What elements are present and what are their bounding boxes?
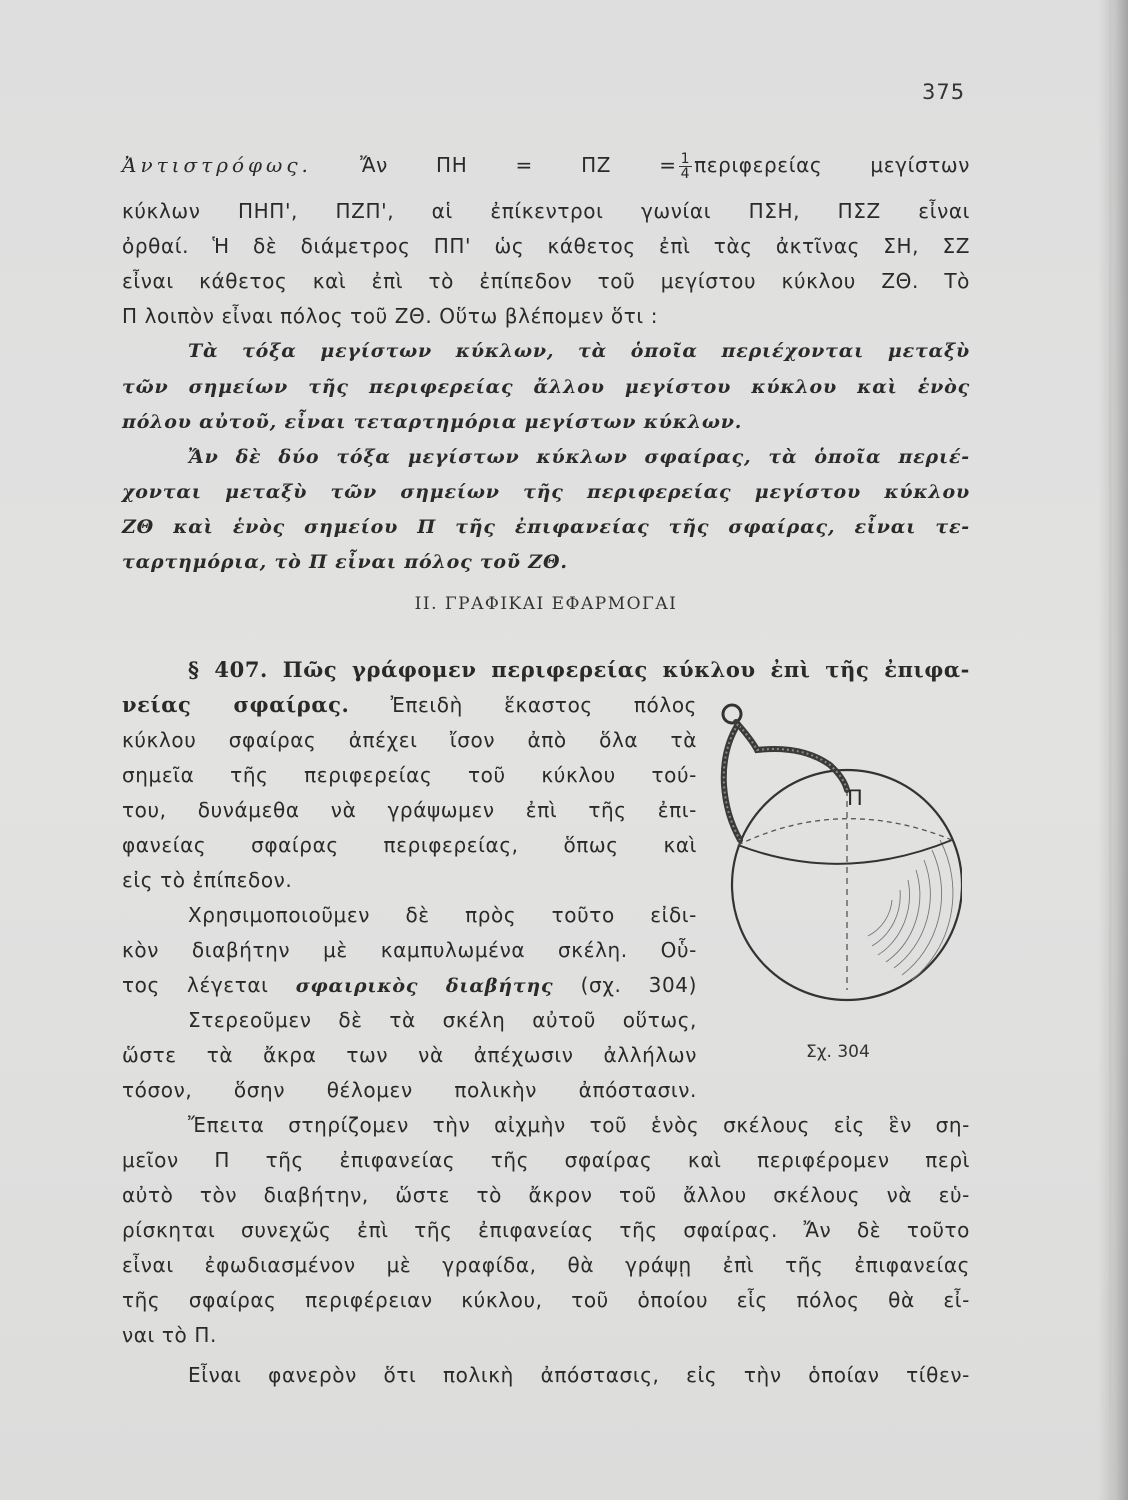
text-line: εἶναι κάθετος καὶ ἐπὶ τὸ ἐπίπεδον τοῦ μεγίστου κύκλου ΖΘ. Τὸ [122,269,970,293]
text-line: ὥστε τὰ ἄκρα των νὰ ἀπέχωσιν ἀλλήλων [122,1043,697,1067]
text-line: κὸν διαβήτην μὲ καμπυλωμένα σκέλη. Οὗ- [122,938,697,962]
article-heading-line [188,655,970,685]
section-heading: II. ΓΡΑΦΙΚΑΙ ΕΦΑΡΜΟΓΑΙ [414,594,678,614]
figure-spherical-compass [712,690,962,1020]
theorem-2-line: χονται μεταξὺ τῶν σημείων τῆς περιφερείας μεγίστου κύκλου [122,481,970,503]
compass-leg-right-texture [736,722,847,790]
fraction-one-quarter [679,152,693,181]
text-line: εἶναι ἐφωδιασμένον μὲ γραφίδα, θὰ γράψῃ ἐπὶ τῆς ἐπιφανείας [122,1253,970,1277]
fraction-denominator: 4 [680,166,691,182]
text-line: ναι τὸ Π. [122,1323,217,1347]
text-line: Χρησιμοποιοῦμεν δὲ πρὸς τοῦτο εἰδι- [188,903,697,927]
text-line: σημεῖα τῆς περιφερείας τοῦ κύκλου τού- [122,763,697,787]
text-line: τόσον, ὅσην θέλομεν πολικὴν ἀπόστασιν. [122,1078,697,1102]
text-fragment: τος λέγεται [122,973,269,997]
small-circle-front [738,840,952,864]
compass-leg-left [724,724,740,840]
page-edge-line [1109,0,1112,1500]
article-heading-line-2 [122,690,697,720]
article-heading-continued: νείας σφαίρας. [122,692,350,717]
text-line: κύκλων ΠΗΠ', ΠΖΠ', αἱ ἐπίκεντροι γωνίαι ΠΣΗ, ΠΣΖ εἶναι [122,199,970,223]
article-heading: § 407. Πῶς γράφομεν περιφερείας κύκλου ἐπὶ τῆς ἐπιφα- [188,657,970,682]
text-line: Στερεοῦμεν δὲ τὰ σκέλη αὐτοῦ οὕτως, [188,1008,697,1032]
text-line: Π λοιπὸν εἶναι πόλος τοῦ ΖΘ. Οὕτω βλέπομεν ὅτι : [122,304,659,328]
figure-pole-label: Π [847,786,863,810]
converse-text-a: Ἄν ΠΗ = ΠΖ = [360,153,677,177]
text-line: του, δυνάμεθα νὰ γράψωμεν ἐπὶ τῆς ἐπι- [122,798,697,822]
converse-line [122,150,970,181]
text-line: εἰς τὸ ἐπίπεδον. [122,868,293,892]
figure-reference: (σχ. 304) [580,973,698,997]
text-line: μεῖον Π τῆς ἐπιφανείας τῆς σφαίρας καὶ περιφέρομεν περὶ [122,1148,970,1172]
text-line: αὐτὸ τὸν διαβήτην, ὥστε τὸ ἄκρον τοῦ ἄλλου σκέλους νὰ εὑ- [122,1183,970,1207]
theorem-2-line: Ἄν δὲ δύο τόξα μεγίστων κύκλων σφαίρας, τὰ ὁποῖα περιέ- [188,446,970,468]
page-number: 375 [922,80,966,104]
page-edge-shadow [1098,0,1128,1500]
converse-text-b: περιφερείας μεγίστων [694,153,970,177]
text-line: Εἶναι φανερὸν ὅτι πολικὴ ἀπόστασις, εἰς τὴν ὁποίαν τίθεν- [188,1363,970,1387]
text-line-with-term [122,970,697,1001]
text-line: τῆς σφαίρας περιφέρειαν κύκλου, τοῦ ὁποίου εἷς πόλος θὰ εἶ- [122,1288,970,1312]
fraction-numerator: 1 [680,151,691,167]
theorem-1-line: Τὰ τόξα μεγίστων κύκλων, τὰ ὁποῖα περιέχονται μεταξὺ [188,340,970,362]
text-line: φανείας σφαίρας περιφερείας, ὅπως καὶ [122,833,697,857]
small-circle-back [738,819,952,845]
theorem-1-line: τῶν σημείων τῆς περιφερείας ἄλλου μεγίστου κύκλου καὶ ἑνὸς [122,376,970,398]
compass-leg-right [736,722,847,790]
text-line: Ἔπειτα στηρίζομεν τὴν αἰχμὴν τοῦ ἑνὸς σκέλους εἰς ἓν ση- [188,1113,970,1137]
term-spherical-compass: σφαιρικὸς διαβήτης [295,975,554,997]
text-line: κύκλου σφαίρας ἀπέχει ἴσον ἀπὸ ὅλα τὰ [122,728,697,752]
text-line: ρίσκηται συνεχῶς ἐπὶ τῆς ἐπιφανείας τῆς σφαίρας. Ἄν δὲ τοῦτο [122,1218,970,1242]
theorem-2-line: ΖΘ καὶ ἑνὸς σημείου Π τῆς ἐπιφανείας τῆς σφαίρας, εἶναι τε- [122,516,970,538]
text-line: ὀρθαί. Ἡ δὲ διάμετρος ΠΠ' ὡς κάθετος ἐπὶ τὰς ἀκτῖνας ΣΗ, ΣΖ [122,234,970,258]
theorem-2-line: ταρτημόρια, τὸ Π εἶναι πόλος τοῦ ΖΘ. [122,551,568,573]
figure-caption: Σχ. 304 [806,1042,870,1062]
theorem-1-line: πόλου αὐτοῦ, εἶναι τεταρτημόρια μεγίστων κύκλων. [122,411,743,433]
converse-word: Ἀντιστρόφως. [122,153,312,177]
article-text: Ἐπειδὴ ἕκαστος πόλος [390,693,697,717]
